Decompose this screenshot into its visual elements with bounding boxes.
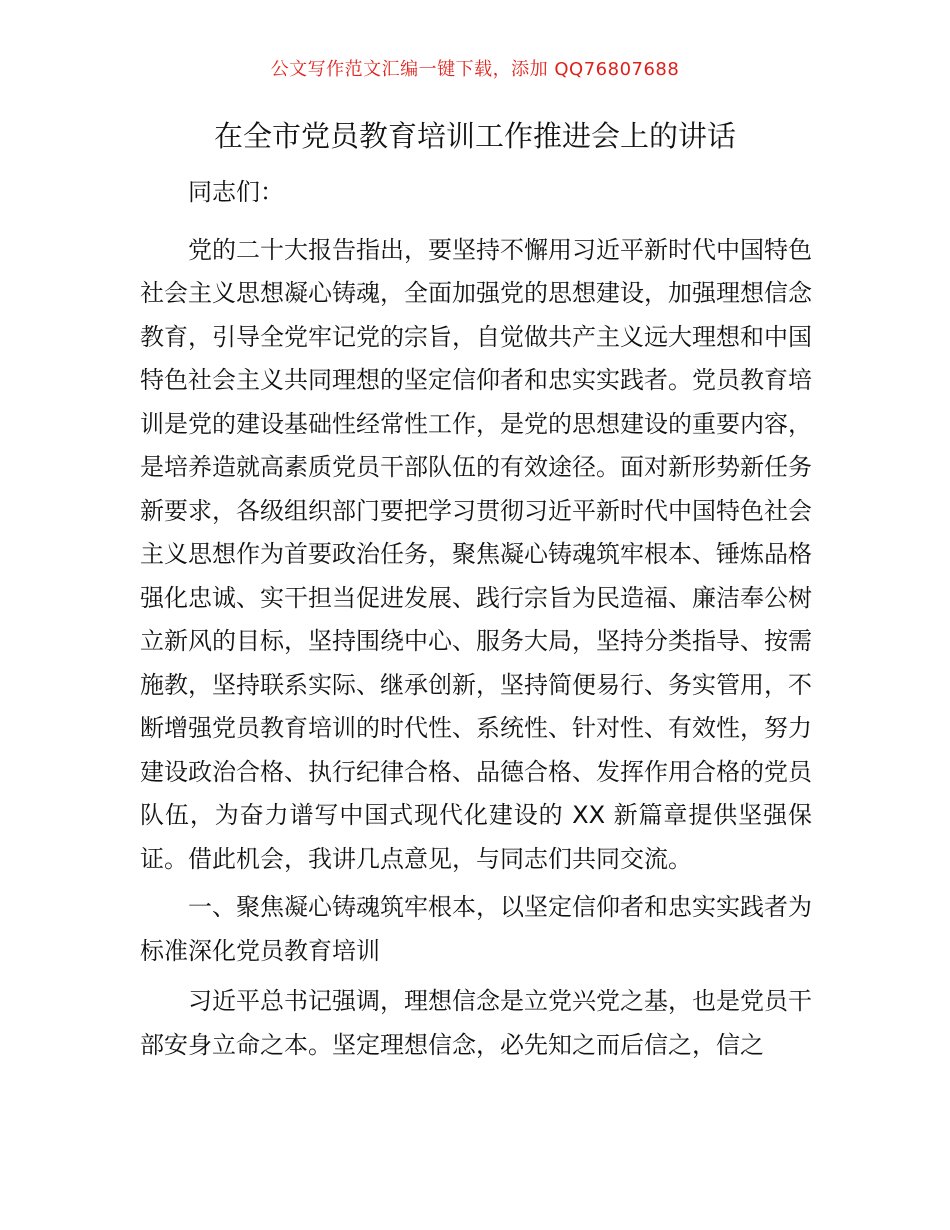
paragraph: 党的二十大报告指出，要坚持不懈用习近平新时代中国特色社会主义思想凝心铸魂，全面加强党的思想建设，加强理想信念教育，引导全党牢记党的宗旨，自觉做共产主义远大理想和中国特色社会主义共同理想的坚定信仰者和忠实实践者。党员教育培训是党的建设基础性经常性工作，是党的思想建设的重要内容，是培养造就高素质党员干部队伍的有效途径。面对新形势新任务新要求，各级组织部门要把学习贯彻习近平新时代中国特色社会主义思想作为首要政治任务，聚焦凝心铸魂筑牢根本、锤炼品格强化忠诚、实干担当促进发展、践行宗旨为民造福、廉洁奉公树立新风的目标，坚持围绕中心、服务大局，坚持分类指导、按需施教，坚持联系实际、继承创新，坚持简便易行、务实管用，不断增强党员教育培训的时代性、系统性、针对性、有效性，努力建设政治合格、执行纪律合格、品德合格、发挥作用合格的党员队伍，为奋力谱写中国式现代化建设的 XX 新篇章提供坚强保证。借此机会，我讲几点意见，与同志们共同交流。: [140, 235, 812, 873]
section-heading: 一、聚焦凝心铸魂筑牢根本，以坚定信仰者和忠实实践者为标准深化党员教育培训: [140, 893, 812, 965]
paragraph: 习近平总书记强调，理想信念是立党兴党之基，也是党员干部安身立命之本。坚定理想信念，必先知之而后信之，信之: [140, 987, 812, 1059]
document-body: [140, 171, 812, 1072]
document-title: 在全市党员教育培训工作推进会上的讲话: [213, 119, 736, 153]
salutation: 同志们：: [188, 178, 284, 206]
header-notice: 公文写作范文汇编一键下载，添加 QQ76807688: [270, 59, 680, 80]
